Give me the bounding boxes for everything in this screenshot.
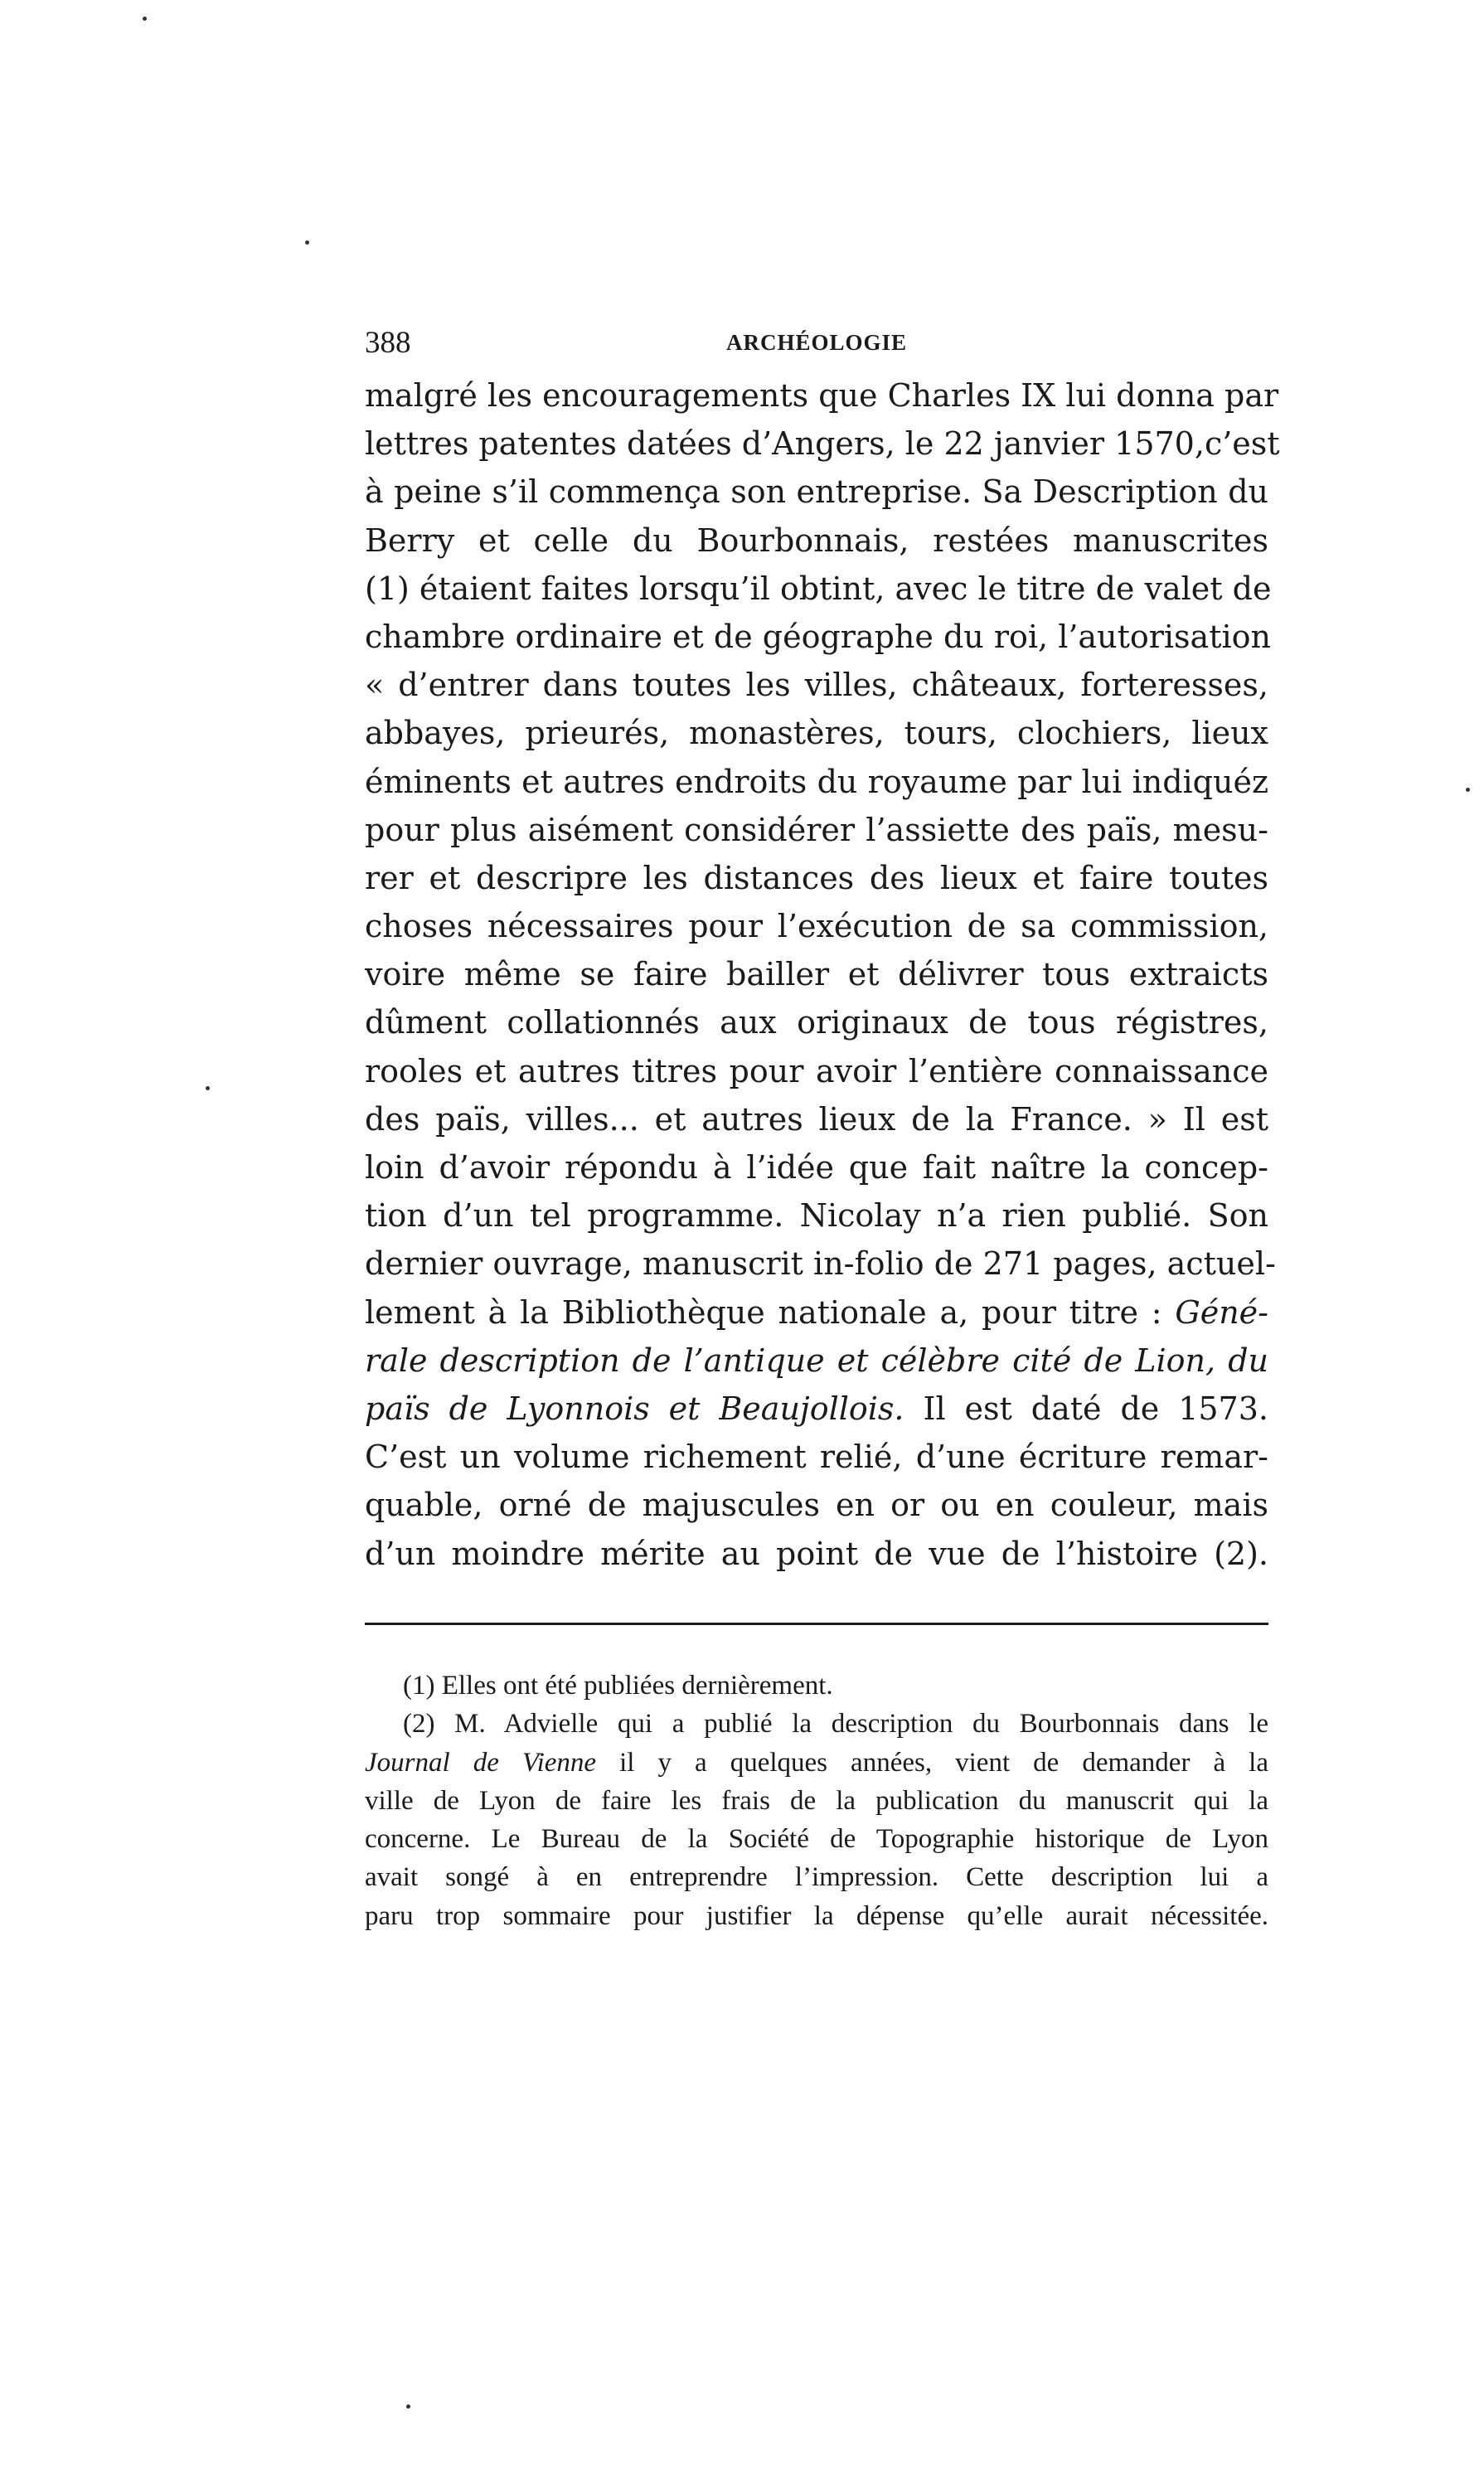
footnote-2-line: (2) M. Advielle qui a publié la description du Bourbonnais dans le xyxy=(403,1709,1268,1740)
footnote-text: il y a quelques années, vient de demander à la xyxy=(596,1747,1268,1778)
text-line: voire même se faire bailler et délivrer tous extraicts xyxy=(365,956,1268,993)
text-line: pour plus aisément considérer l’assiette des païs, mesu- xyxy=(365,811,1268,848)
footnotes xyxy=(365,1667,1268,1935)
text-line: Berry et celle du Bourbonnais, restées manuscrites xyxy=(365,522,1268,559)
paper-speck xyxy=(305,240,309,245)
text-line-mixed xyxy=(365,1385,1268,1433)
text-line: des païs, villes... et autres lieux de la France. » Il est xyxy=(365,1100,1268,1138)
footnote-2-line: ville de Lyon de faire les frais de la publication du manuscrit qui la xyxy=(365,1785,1268,1816)
text-line-mixed xyxy=(365,1288,1268,1337)
paper-speck xyxy=(406,2404,410,2409)
paper-speck xyxy=(143,17,147,21)
text-line: malgré les encouragements que Charles IX lui donna par xyxy=(365,377,1279,414)
text-line: abbayes, prieurés, monastères, tours, clochiers, lieux xyxy=(365,715,1268,752)
footnote-rule xyxy=(365,1623,1268,1625)
text-line: tion d’un tel programme. Nicolay n’a rien publié. Son xyxy=(365,1197,1268,1235)
text-line: rer et descripre les distances des lieux et faire toutes xyxy=(365,859,1268,896)
paper-speck xyxy=(1466,788,1470,792)
text-line: quable, orné de majuscules en or ou en couleur, mais xyxy=(365,1487,1268,1524)
title-italic: Géné- xyxy=(1175,1293,1268,1331)
page-number: 388 xyxy=(365,326,411,360)
paper-speck xyxy=(206,1086,210,1090)
footnote-1: (1) Elles ont été publiées dernièrement. xyxy=(403,1671,833,1701)
text-line: C’est un volume richement relié, d’une écriture remar- xyxy=(365,1439,1268,1476)
text-line: éminents et autres endroits du royaume par lui indiquéz xyxy=(365,763,1268,800)
text-line: « d’entrer dans toutes les villes, châteaux, forteresses, xyxy=(365,667,1268,704)
text-line: rooles et autres titres pour avoir l’entière connaissance xyxy=(365,1052,1268,1089)
text-line: (1) étaient faites lorsqu’il obtint, avec le titre de valet de xyxy=(365,570,1272,607)
title-italic: païs de Lyonnois et Beaujollois. xyxy=(365,1390,904,1427)
main-text xyxy=(365,371,1280,1578)
text-roman: Il est daté de 1573. xyxy=(904,1390,1268,1427)
text-line: dernier ouvrage, manuscrit in-folio de 271 pages, actuel- xyxy=(365,1245,1276,1283)
footnote-2-line: paru trop sommaire pour justifier la dépense qu’elle aurait nécessitée. xyxy=(365,1900,1268,1931)
title-italic-line: rale description de l’antique et célèbre cité de Lion, du xyxy=(365,1342,1268,1379)
text-line: à peine s’il commença son entreprise. Sa Description du xyxy=(365,473,1268,511)
running-head: ARCHÉOLOGIE xyxy=(725,330,908,355)
text-line: chambre ordinaire et de géographe du roi, l’autorisation xyxy=(365,618,1271,655)
footnote-2-line xyxy=(365,1744,1268,1782)
journal-title-italic: Journal de Vienne xyxy=(365,1747,597,1778)
text-line: lettres patentes datées d’Angers, le 22 janvier 1570,c’est xyxy=(365,425,1280,463)
footnote-2-line: avait songé à en entreprendre l’impression. Cette description lui a xyxy=(365,1862,1268,1893)
text-line: d’un moindre mérite au point de vue de l’histoire (2). xyxy=(365,1535,1268,1572)
text-line: choses nécessaires pour l’exécution de sa commission, xyxy=(365,908,1268,945)
text-roman: lement à la Bibliothèque nationale a, pour titre : xyxy=(365,1293,1176,1331)
footnote-2-line: concerne. Le Bureau de la Société de Topographie historique de Lyon xyxy=(365,1824,1268,1855)
text-line: dûment collationnés aux originaux de tous régistres, xyxy=(365,1004,1268,1041)
text-line: loin d’avoir répondu à l’idée que fait naître la concep- xyxy=(365,1149,1268,1186)
page-header xyxy=(365,325,1268,366)
